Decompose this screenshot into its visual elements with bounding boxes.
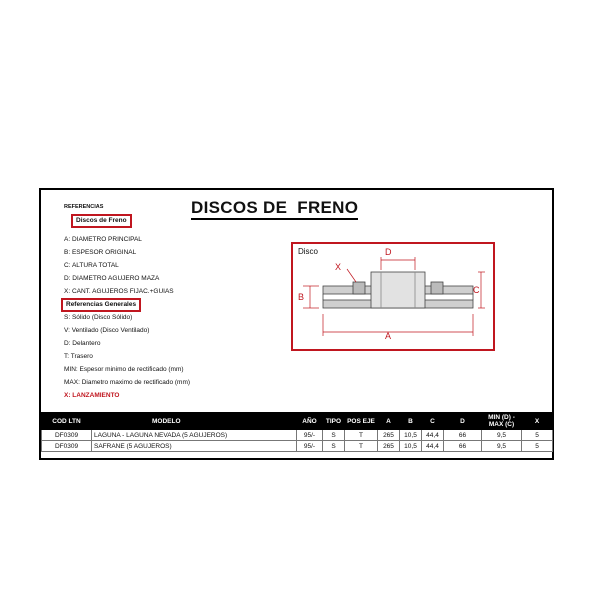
reference-item: X: CANT. AGUJEROS FIJAC.+GUIAS [64,288,174,295]
dimension-a-label: A [385,331,392,341]
column-header: D [444,413,482,430]
reference-item: C: ALTURA TOTAL [64,262,119,269]
dimension-x-label: X [335,262,342,272]
dimension-b-label: B [298,292,305,302]
table-cell: 95/- [297,441,323,452]
table-cell: S [323,430,345,441]
column-header: B [400,413,422,430]
table-cell: SAFRANE (5 AGUJEROS) [92,441,297,452]
table-cell: 5 [522,441,553,452]
table-cell: DF0309 [42,441,92,452]
table-cell: 5 [522,430,553,441]
table-cell: T [345,441,378,452]
disc-diagram [291,242,495,351]
column-header: A [378,413,400,430]
table-cell: LAGUNA - LAGUNA NEVADA (5 AGUJEROS) [92,430,297,441]
table-cell: 10,5 [400,430,422,441]
column-header: X [522,413,553,430]
reference-item: B: ESPESOR ORIGINAL [64,249,137,256]
table-cell: 44,4 [422,430,444,441]
reference-item: D: DIAMETRO AGUJERO MAZA [64,275,160,282]
column-header: MIN (D) - MAX (C) [482,413,522,430]
column-header: COD LTN [42,413,92,430]
general-references-label: Referencias Generales [61,298,141,312]
table-cell: 10,5 [400,441,422,452]
column-header: MODELO [92,413,297,430]
table-cell: S [323,441,345,452]
column-header: POS EJE [345,413,378,430]
reference-item: A: DIAMETRO PRINCIPAL [64,236,142,243]
table-cell: 95/- [297,430,323,441]
reference-item: MIN: Espesor minimo de rectificado (mm) [64,366,184,373]
table-cell: DF0309 [42,430,92,441]
table-cell: 9,5 [482,441,522,452]
column-header: TIPO [323,413,345,430]
reference-item: V: Ventilado (Disco Ventilado) [64,327,150,334]
reference-item: MAX: Diametro maximo de rectificado (mm) [64,379,191,386]
brake-disc-references-label: Discos de Freno [71,214,132,228]
table-row [42,441,553,452]
table-cell: T [345,430,378,441]
catalog-sheet [39,188,554,460]
column-header: AÑO [297,413,323,430]
column-header: C [422,413,444,430]
table-row [42,430,553,441]
dimension-d-label: D [385,247,392,257]
table-cell: 66 [444,430,482,441]
launch-reference: X: LANZAMIENTO [64,392,120,399]
reference-item: T: Trasero [64,353,93,360]
reference-item: D: Delantero [64,340,101,347]
page-title: DISCOS DE FRENO [191,199,358,220]
diagram-title: Disco [298,247,319,256]
references-heading: REFERENCIAS [64,204,104,210]
table-cell: 265 [378,441,400,452]
table-header-row [42,413,553,430]
parts-table [41,412,553,452]
table-cell: 265 [378,430,400,441]
reference-item: S: Sólido (Disco Sólido) [64,314,133,321]
disc-cross-section-drawing [293,244,493,349]
table-cell: 66 [444,441,482,452]
dimension-c-label: C [473,285,480,295]
table-cell: 44,4 [422,441,444,452]
table-cell: 9,5 [482,430,522,441]
